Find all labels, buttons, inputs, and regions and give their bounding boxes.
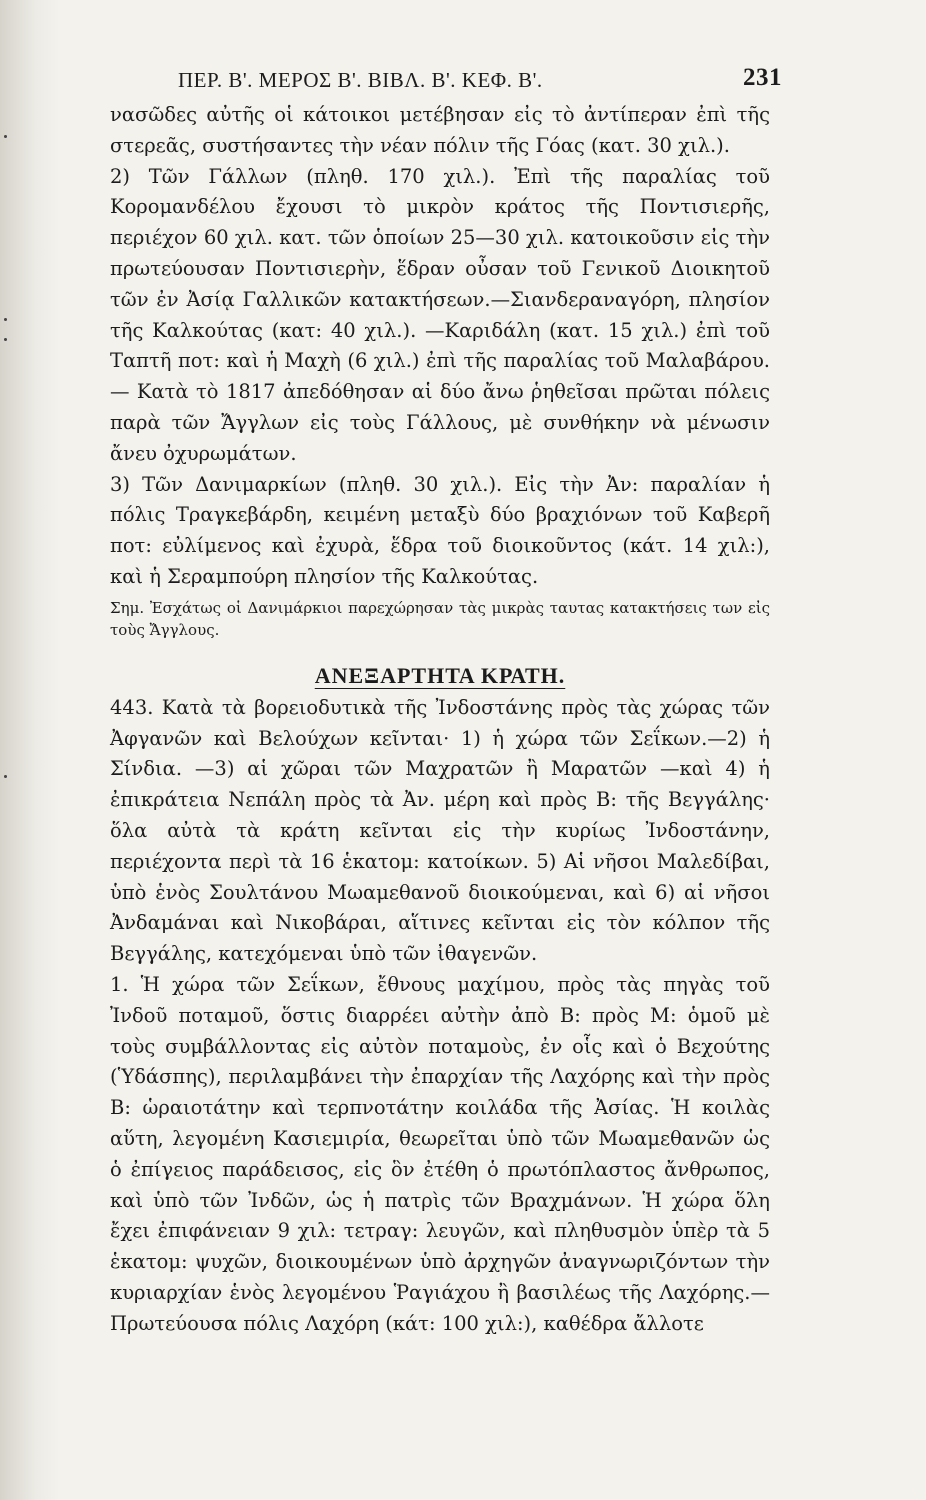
paragraph-443: 443. Κατὰ τὰ βορειοδυτικὰ τῆς Ἰνδοστάνης πρὸς τὰς χώρας τῶν Ἀφγανῶν καὶ Βελούχων κεῖνται· 1) ἡ χώρα τῶν Σεΐκων.—2) ἡ Σίνδια. —3) αἱ χῶραι τῶν Μαχρατῶν ἢ Μαρατῶν —καὶ 4) ἡ ἐπικράτεια Νεπάλη πρὸς τὰ Ἀν. μέρη καὶ πρὸς Β: τῆς Βεγγάλης· ὅλα αὐτὰ τὰ κράτη κεῖνται εἰς τὴν κυρίως Ἰνδοστάνην, περιέχοντα περὶ τὰ 16 ἑκατομ: κατοίκων. 5) Αἱ νῆσοι Μαλεδίβαι, ὑπὸ ἑνὸς Σουλτάνου Μωαμεθανοῦ διοικούμεναι, καὶ 6) αἱ νῆσοι Ἀνδαμάναι καὶ Νικοβάραι, αἵτινες κεῖνται εἰς τὸν κόλπον τῆς Βεγγάλης, κατεχόμεναι ὑπὸ τῶν ἰθαγενῶν. — [110, 695, 770, 966]
margin-mark — [4, 318, 7, 321]
margin-mark — [4, 338, 7, 341]
margin-mark — [4, 775, 7, 778]
section-title: ΑΝΕΞΑΡΤΗΤΑ ΚΡΑΤΗ. — [314, 662, 566, 688]
page-content — [110, 60, 782, 1339]
paragraph-sikh-country: 1. Ἡ χώρα τῶν Σεΐκων, ἔθνους μαχίμου, πρὸς τὰς πηγὰς τοῦ Ἰνδοῦ ποταμοῦ, ὅστις διαρρέει αὐτὴν ἀπὸ Β: πρὸς Μ: ὁμοῦ μὲ τοὺς συμβάλλοντας εἰς αὐτὸν ποταμοὺς, ἐν οἷς καὶ ὁ Βεχούτης (Ὑδάσπης), περιλαμβάνει τὴν ἐπαρχίαν τῆς Λαχόρης καὶ τὴν πρὸς Β: ὡραιοτάτην καὶ τερπνοτάτην κοιλάδα τῆς Ἀσίας. Ἡ κοιλὰς αὕτη, λεγομένη Κασιεμιρία, θεωρεῖται ὑπὸ τῶν Μωαμεθανῶν ὡς ὁ ἐπίγειος παράδεισος, εἰς ὃν ἐτέθη ὁ πρωτόπλαστος ἄνθρωπος, καὶ ὑπὸ τῶν Ἰνδῶν, ὡς ἡ πατρὶς τῶν Βραχμάνων. Ἡ χώρα ὅλη ἔχει ἐπιφάνειαν 9 χιλ: τετραγ: λευγῶν, καὶ πληθυσμὸν ὑπὲρ τὰ 5 ἑκατομ: ψυχῶν, διοικουμένων ὑπὸ ἀρχηγῶν ἀναγνωριζόντων τὴν κυριαρχίαν ἑνὸς λεγομένου Ῥαγιάχου ἢ βασιλέως τῆς Λαχόρης.— Πρωτεύουσα πόλις Λαχόρη (κάτ: 100 χιλ:), καθέδρα ἄλλοτε — [110, 972, 770, 1335]
page-number: 231 — [743, 64, 782, 91]
paragraph-goa: νασῶδες αὐτῆς οἱ κάτοικοι μετέβησαν εἰς τὸ ἀντίπεραν ἐπὶ τῆς στερεᾶς, συστήσαντες τὴν νέαν πόλιν τῆς Γόας (κατ. 30 χιλ.). — [110, 103, 770, 157]
margin-mark — [4, 135, 7, 138]
paragraph-french-possessions: 2) Τῶν Γάλλων (πληθ. 170 χιλ.). Ἐπὶ τῆς παραλίας τοῦ Κορομανδέλου ἔχουσι τὸ μικρὸν κράτος τῆς Ποντισιερῆς, περιέχον 60 χιλ. κατ. τῶν ὁποίων 25—30 χιλ. κατοικοῦσιν εἰς τὴν πρωτεύουσαν Ποντισιερὴν, ἕδραν οὖσαν τοῦ Γενικοῦ Διοικητοῦ τῶν ἐν Ἀσίᾳ Γαλλικῶν κατακτήσεων.—Σιανδεραναγόρη, πλησίον τῆς Καλκούτας (κατ: 40 χιλ.). —Καριδάλη (κατ. 15 χιλ.) ἐπὶ τοῦ Ταπτῆ ποτ: καὶ ἡ Μαχὴ (6 χιλ.) ἐπὶ τῆς παραλίας τοῦ Μαλαβάρου. — Κατὰ τὸ 1817 ἀπεδόθησαν αἱ δύο ἄνω ῥηθεῖσαι πρῶται πόλεις παρὰ τῶν Ἄγγλων εἰς τοὺς Γάλλους, μὲ συνθήκην νὰ μένωσιν ἄνευ ὀχυρωμάτων. — [110, 164, 770, 465]
binding-shadow — [0, 0, 60, 1500]
page-header — [110, 60, 782, 100]
running-head: ΠΕΡ. Β'. ΜΕΡΟΣ Β'. ΒΙΒΛ. Β'. ΚΕΦ. Β'. — [178, 68, 543, 92]
paragraph-danish-possessions: 3) Τῶν Δανιμαρκίων (πληθ. 30 χιλ.). Εἰς τὴν Ἀν: παραλίαν ἡ πόλις Τραγκεβάρδη, κειμένη μεταξὺ δύο βραχιόνων τοῦ Καβερῆ ποτ: εὐλίμενος καὶ ἐχυρὰ, ἕδρα τοῦ διοικοῦντος (κάτ. 14 χιλ:), καὶ ἡ Σεραμπούρη πλησίον τῆς Καλκούτας. — [110, 472, 770, 588]
footnote: Σημ. Ἐσχάτως οἱ Δανιμάρκιοι παρεχώρησαν τὰς μικρὰς ταυτας κατακτήσεις των εἰς τοὺς Ἄγγλους. — [110, 598, 770, 639]
